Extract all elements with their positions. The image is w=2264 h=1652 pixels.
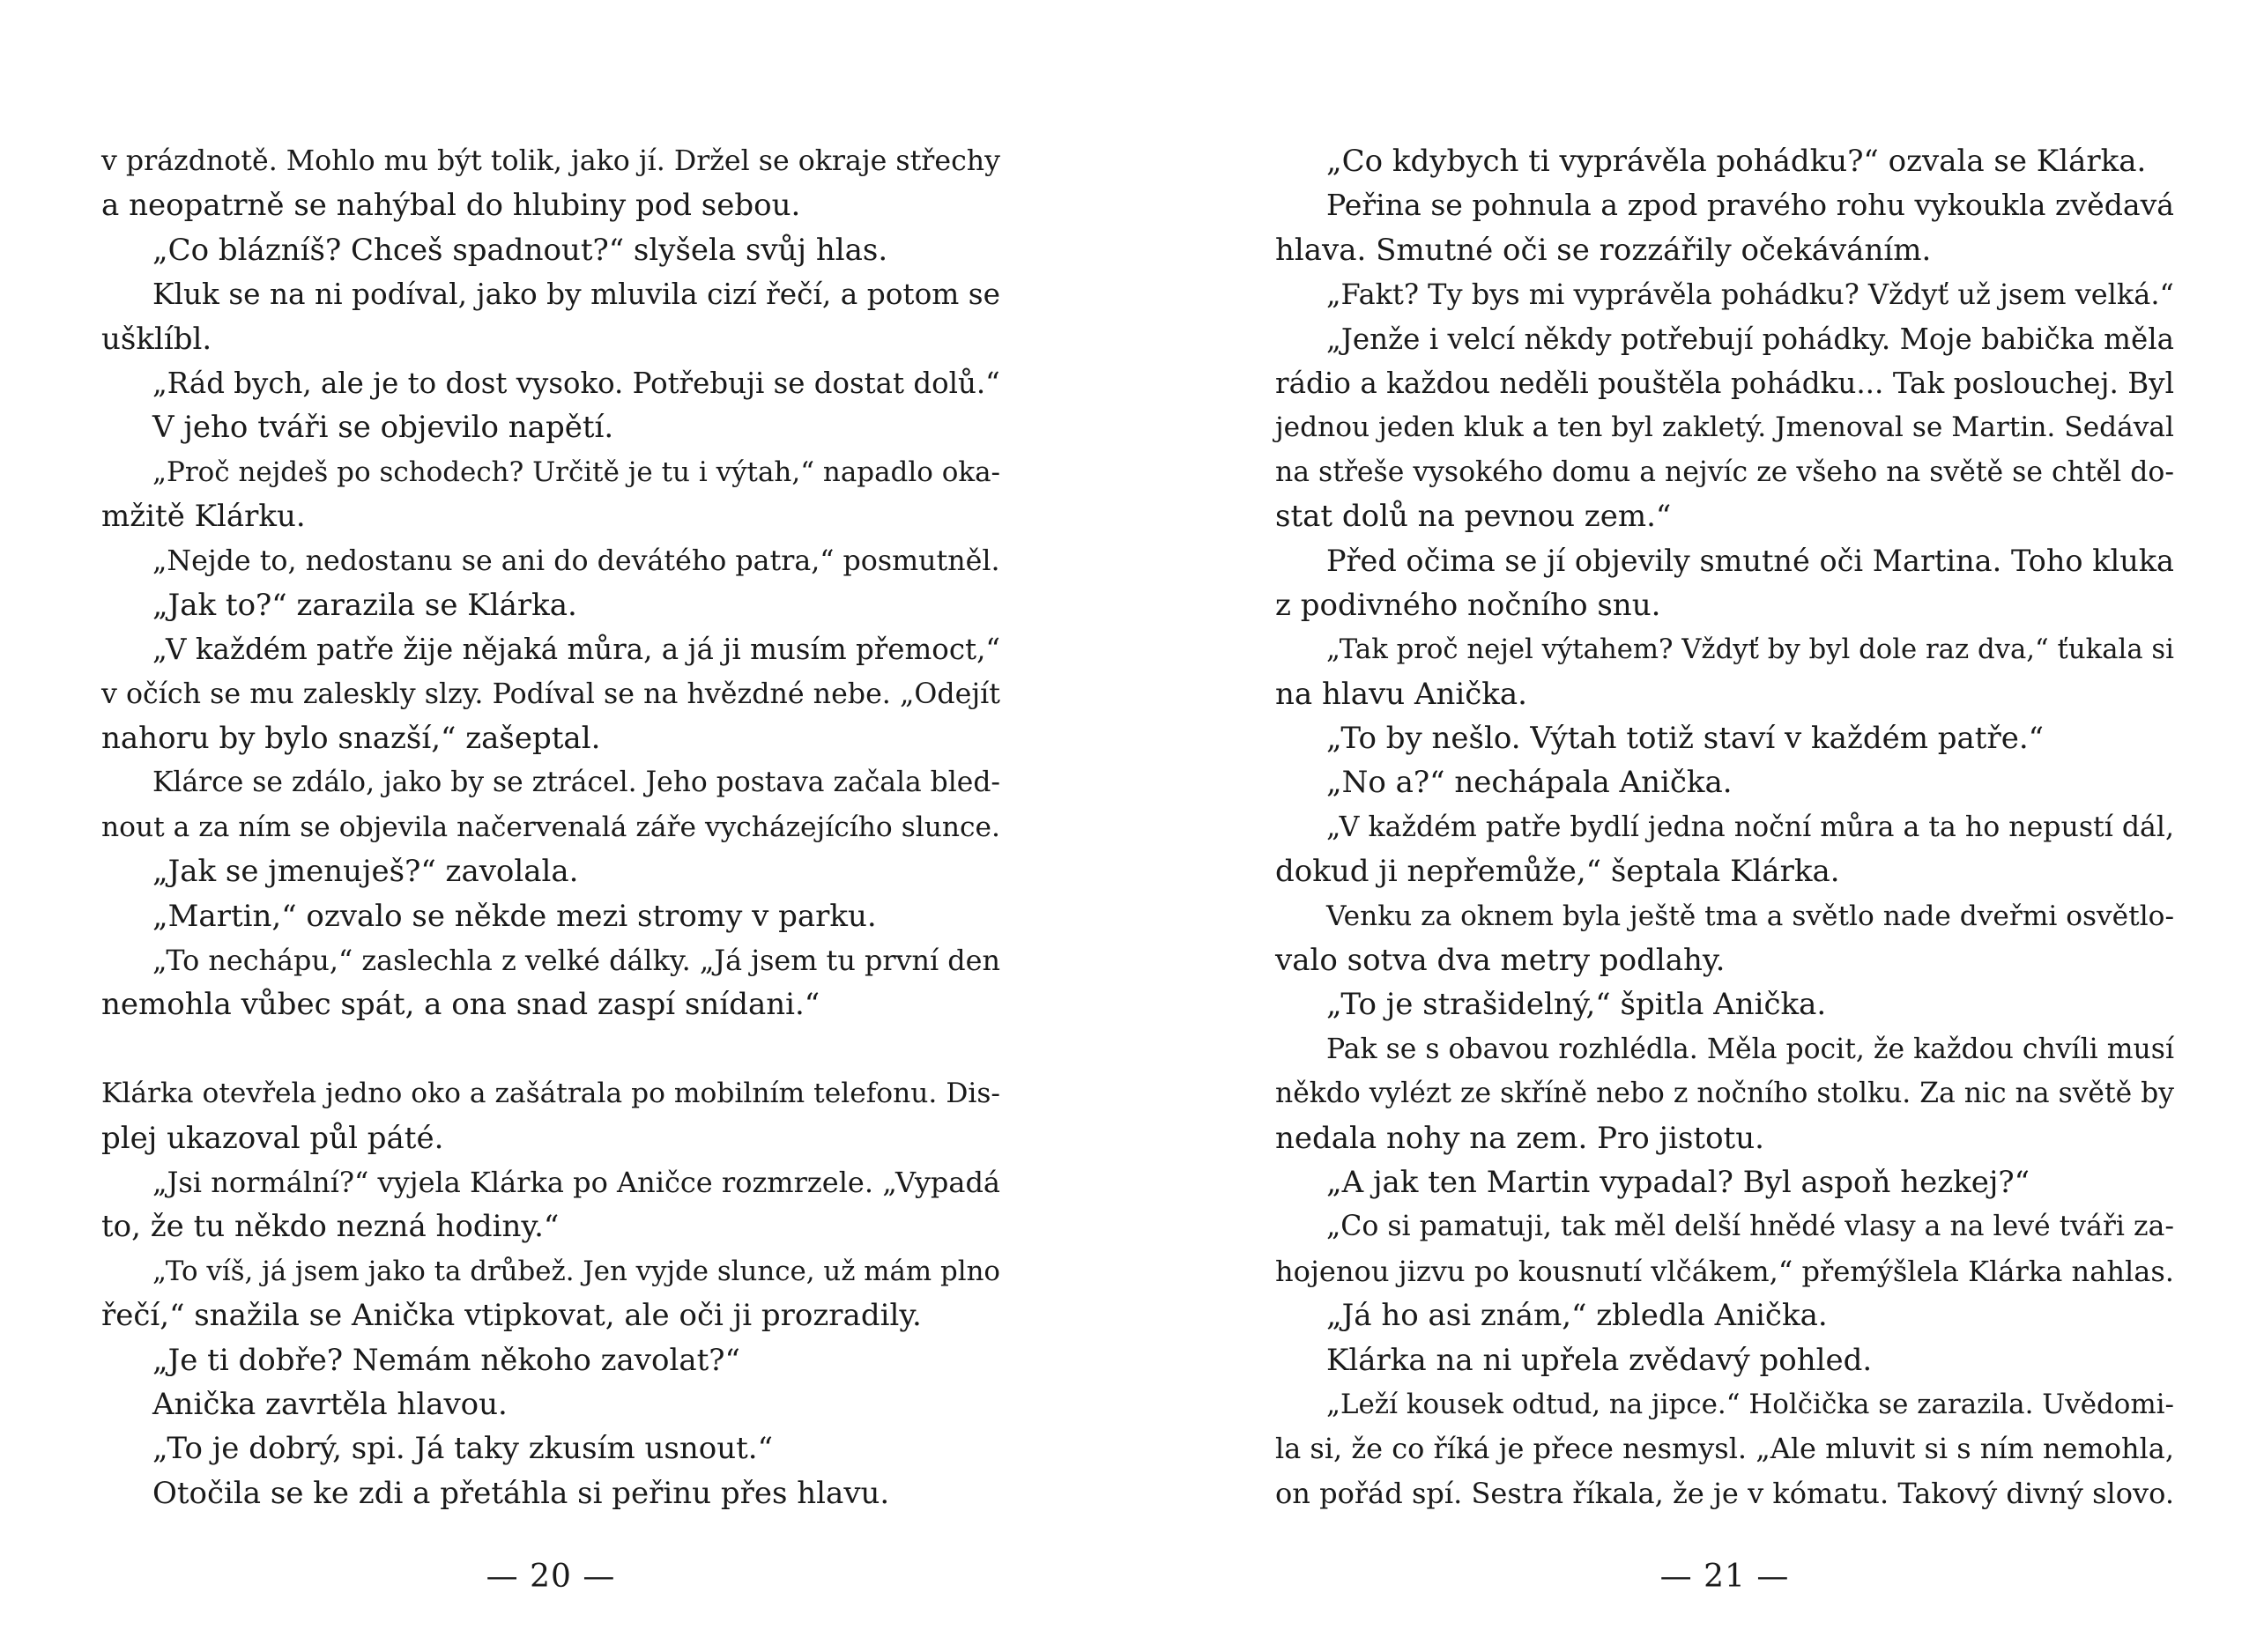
text-line: „Je ti dobře? Nemám někoho zavolat?“ [152,1342,740,1378]
text-line: „Co kdybych ti vyprávěla pohádku?“ ozvala se Klárka. [1326,144,2147,179]
left-page [101,139,1000,1515]
text-line: z podivného nočního snu. [1275,587,1661,623]
text-line: Kluk se na ni podíval, jako by mluvila cizí řečí, a potom se [152,278,1000,312]
text-line: Klárce se zdálo, jako by se ztrácel. Jeho postava začala bled- [152,767,1000,799]
text-line: la si, že co říká je přece nesmysl. „Ale mluvit si s ním nemohla, [1275,1432,2174,1466]
text-line: hlava. Smutné oči se rozzářily očekáváním. [1275,232,1932,268]
text-line: V jeho tváři se objevilo napětí. [152,410,614,446]
text-line: Před očima se jí objevily smutné oči Martina. Toho kluka [1326,543,2174,578]
text-line: „Já ho asi znám,“ zbledla Anička. [1326,1298,1828,1334]
text-line: „Jsi normální?“ vyjela Klárka po Aničce rozmrzele. „Vypadá [152,1165,1000,1199]
text-line: „No a?“ nechápala Anička. [1326,765,1733,801]
text-line: Klárka otevřela jedno oko a zašátrala po mobilním telefonu. Dis- [101,1078,1000,1110]
text-line: nahoru by bylo snazší,“ zašeptal. [101,721,601,757]
text-line: valo sotva dva metry podlahy. [1275,943,1726,979]
text-line: rádio a každou neděli pouštěla pohádku... Tak poslouchej. Byl [1275,366,2174,400]
text-line: na hlavu Anička. [1275,676,1527,712]
text-line: „Fakt? Ty bys mi vyprávěla pohádku? Vždyť už jsem velká.“ [1326,278,2174,312]
text-line: „Proč nejdeš po schodech? Určitě je tu i výtah,“ napadlo oka- [152,456,1000,488]
text-line: Otočila se ke zdi a přetáhla si peřinu přes hlavu. [152,1475,890,1511]
text-line: „A jak ten Martin vypadal? Byl aspoň hezkej?“ [1326,1164,2030,1200]
text-line: „Jak se jmenuješ?“ zavolala. [152,854,579,890]
text-line: „To je strašidelný,“ špitla Anička. [1326,987,1827,1023]
text-line: „Nejde to, nedostanu se ani do devátého patra,“ posmutněl. [152,544,1000,577]
right-page [1275,139,2174,1515]
text-line: v očích se mu zaleskly slzy. Podíval se na hvězdné nebe. „Odejít [101,678,1000,710]
text-line: nedala nohy na zem. Pro jistotu. [1275,1120,1764,1156]
text-line: Pak se s obavou rozhlédla. Měla pocit, že každou chvíli musí [1326,1033,2174,1065]
text-line: řečí,“ snažila se Anička vtipkovat, ale oči ji prozradily. [101,1298,922,1334]
text-line: v prázdnotě. Mohlo mu být tolik, jako jí. Držel se okraje střechy [101,145,1000,177]
text-line: stat dolů na pevnou zem.“ [1275,499,1672,535]
text-line: „Rád bych, ale je to dost vysoko. Potřebuji se dostat dolů.“ [152,366,1000,400]
text-line: „To víš, já jsem jako ta drůbež. Jen vyjde slunce, už mám plno [152,1255,1000,1287]
text-line: „To nechápu,“ zaslechla z velké dálky. „Já jsem tu první den [152,944,1000,978]
text-line: „Jak to?“ zarazila se Klárka. [152,587,577,623]
text-line: „Co si pamatuji, tak měl delší hnědé vlasy a na levé tváři za- [1326,1211,2174,1243]
text-line: „To by nešlo. Výtah totiž staví v každém patře.“ [1326,721,2045,757]
text-line: na střeše vysokého domu a nejvíc ze všeho na světě se chtěl do- [1275,456,2174,488]
page-number-right: — 21 — [1659,1559,1790,1595]
text-line: dokud ji nepřemůže,“ šeptala Klárka. [1275,854,1840,890]
text-line: Venku za oknem byla ještě tma a světlo nade dveřmi osvětlo- [1326,900,2174,932]
text-line: a neopatrně se nahýbal do hlubiny pod sebou. [101,188,801,224]
text-line: „Martin,“ ozvalo se někde mezi stromy v parku. [152,898,877,934]
paragraph-break [101,1027,1000,1071]
right-page-text [1275,139,2174,1515]
text-line: „V každém patře žije nějaká můra, a já ji musím přemoct,“ [152,633,1000,667]
page-number-left: — 20 — [486,1559,616,1595]
text-line: „V každém patře bydlí jedna noční můra a ta ho nepustí dál, [1326,811,2174,843]
text-line: „To je dobrý, spi. Já taky zkusím usnout.“ [152,1431,773,1467]
text-line: Anička zavrtěla hlavou. [152,1386,508,1422]
text-line: „Tak proč nejel výtahem? Vždyť by byl dole raz dva,“ ťukala si [1326,633,2174,666]
left-page-text [101,139,1000,1515]
text-line: hojenou jizvu po kousnutí vlčákem,“ přemýšlela Klárka nahlas. [1275,1254,2174,1288]
text-line: Klárka na ni upřela zvědavý pohled. [1326,1342,1873,1378]
text-line: „Jenže i velcí někdy potřebují pohádky. Moje babička měla [1326,322,2174,356]
text-line: to, že tu někdo nezná hodiny.“ [101,1209,560,1245]
text-line: on pořád spí. Sestra říkala, že je v kómatu. Takový divný slovo. [1275,1476,2174,1510]
text-line: jednou jeden kluk a ten byl zakletý. Jmenoval se Martin. Sedával [1275,411,2174,444]
text-line: nemohla vůbec spát, a ona snad zaspí snídani.“ [101,987,820,1023]
text-line: „Leží kousek odtud, na jipce.“ Holčička se zarazila. Uvědomi- [1326,1388,2174,1420]
text-line: „Co blázníš? Chceš spadnout?“ slyšela svůj hlas. [152,232,888,268]
text-line: plej ukazoval půl páté. [101,1120,444,1156]
text-line: Peřina se pohnula a zpod pravého rohu vykoukla zvědavá [1326,188,2174,223]
text-line: ušklíbl. [101,321,212,357]
text-line: někdo vylézt ze skříně nebo z nočního stolku. Za nic na světě by [1275,1078,2174,1110]
text-line: nout a za ním se objevila načervenalá záře vycházejícího slunce. [101,811,1000,843]
text-line: mžitě Klárku. [101,499,306,535]
